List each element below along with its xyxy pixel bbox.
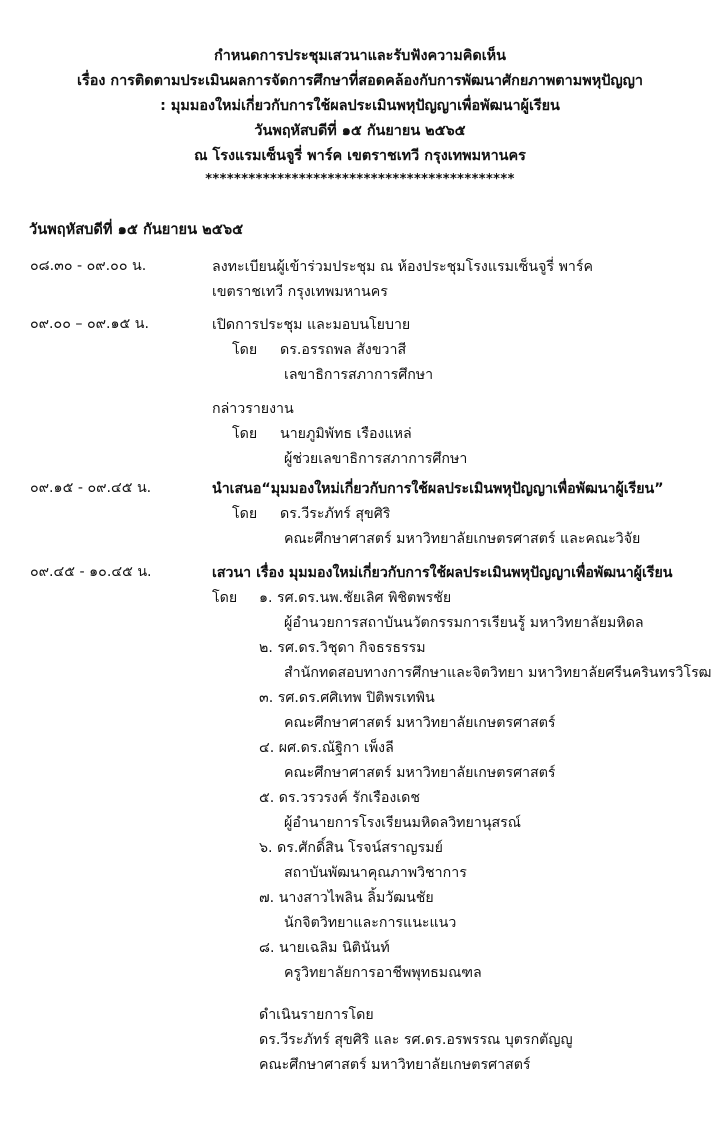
session-time: ๐๙.๔๕ - ๑๐.๔๕ น. xyxy=(30,564,152,580)
moderator-block xyxy=(212,1003,712,1078)
session-time: ๐๙.๑๕ - ๐๙.๔๕ น. xyxy=(30,480,152,496)
session-description-cont: เขตราชเทวี กรุงเทพมหานคร xyxy=(212,284,388,300)
panelist-name: ๓. รศ.ดร.ศศิเทพ ปิติพรเทพิน xyxy=(259,690,435,706)
speaker-name: ดร.อรรถพล สังขวาสี xyxy=(280,342,407,358)
header-subject: เรื่อง การติดตามประเมินผลการจัดการศึกษาที่สอดคล้องกับการพัฒนาศักยภาพตามพหุปัญญา xyxy=(77,73,643,89)
reporter-name: นายภูมิพัทธ เรืองแหล่ xyxy=(280,426,412,442)
by-label: โดย xyxy=(232,426,258,442)
panelist-name: ๑. รศ.ดร.นพ.ชัยเลิศ พิชิตพรชัย xyxy=(259,590,452,606)
speaker-line xyxy=(212,338,712,363)
panelist-name: ๘. นายเฉลิม นิตินันท์ xyxy=(259,940,390,956)
panelist-name: ๗. นางสาวไพลิน ลิ้มวัฒนชัย xyxy=(259,890,434,906)
panelist-name: ๖. ดร.ศักดิ์สิน โรจน์สราญรมย์ xyxy=(259,840,443,856)
header-venue: ณ โรงแรมเซ็นจูรี่ พาร์ค เขตราชเทวี กรุงเทพมหานคร xyxy=(194,148,526,164)
presenter-line xyxy=(212,502,712,527)
moderator-names: ดร.วีระภัทร์ สุขศิริ และ รศ.ดร.อรพรรณ บุตรกตัญญู xyxy=(259,1032,573,1048)
by-label: โดย xyxy=(232,506,258,522)
panelist-org: นักจิตวิทยาและการแนะแนว xyxy=(284,915,457,931)
header-date: วันพฤหัสบดีที่ ๑๕ กันยายน ๒๕๖๕ xyxy=(254,123,466,139)
panelist-org: ผู้อำนายการโรงเรียนมหิดลวิทยานุสรณ์ xyxy=(284,815,521,831)
panelist-org: คณะศึกษาศาสตร์ มหาวิทยาลัยเกษตรศาสตร์ xyxy=(284,765,556,781)
session-content xyxy=(212,313,712,472)
session-content xyxy=(212,561,712,1078)
by-label: โดย xyxy=(232,342,258,358)
moderator-org: คณะศึกษาศาสตร์ มหาวิทยาลัยเกษตรศาสตร์ xyxy=(259,1057,531,1073)
panelist xyxy=(212,936,712,986)
panelist-org: สำนักทดสอบทางการศึกษาและจิตวิทยา มหาวิทยาลัยศรีนครินทรวิโรฒ xyxy=(284,665,712,681)
panelist-name: ๕. ดร.วรวรงค์ รักเรืองเดช xyxy=(259,790,421,806)
panelist xyxy=(212,836,712,886)
panel-list xyxy=(212,586,712,986)
panelist xyxy=(212,586,712,636)
session-title: เปิดการประชุม และมอบนโยบาย xyxy=(212,317,411,333)
reporter-line xyxy=(212,422,712,447)
panelist-org: ผู้อำนวยการสถาบันนวัตกรรมการเรียนรู้ มหาวิทยาลัยมหิดล xyxy=(284,615,644,631)
speaker-position: เลขาธิการสภาการศึกษา xyxy=(284,367,434,383)
reporter-position: ผู้ช่วยเลขาธิการสภาการศึกษา xyxy=(284,451,468,467)
header-divider: ******************************************* xyxy=(205,172,515,187)
session-time: ๐๙.๐๐ – ๐๙.๑๕ น. xyxy=(30,316,150,332)
panelist-org: ครูวิทยาลัยการอาชีพพุทธมณฑล xyxy=(284,965,482,981)
session-title: เสวนา เรื่อง มุมมองใหม่เกี่ยวกับการใช้ผลประเมินพหุปัญญาเพื่อพัฒนาผู้เรียน xyxy=(212,565,673,581)
presenter-org: คณะศึกษาศาสตร์ มหาวิทยาลัยเกษตรศาสตร์ และคณะวิจัย xyxy=(284,531,641,547)
panelist xyxy=(212,636,712,686)
panelist-name: ๒. รศ.ดร.วิชุดา กิจธรธรรม xyxy=(259,640,426,656)
panelist xyxy=(212,686,712,736)
panelist-name: ๔. ผศ.ดร.ณัฐิกา เพ็งลี xyxy=(259,740,394,756)
header-title: กำหนดการประชุมเสวนาและรับฟังความคิดเห็น xyxy=(214,48,506,64)
panelist-org: สถาบันพัฒนาคุณภาพวิชาการ xyxy=(284,865,467,881)
panelist xyxy=(212,886,712,936)
session-time: ๐๘.๓๐ - ๐๙.๐๐ น. xyxy=(30,258,147,274)
session-description: ลงทะเบียนผู้เข้าร่วมประชุม ณ ห้องประชุมโรงแรมเซ็นจูรี่ พาร์ค xyxy=(212,259,593,275)
header-subtitle: : มุมมองใหม่เกี่ยวกับการใช้ผลประเมินพหุปัญญาเพื่อพัฒนาผู้เรียน xyxy=(160,98,560,114)
panelist xyxy=(212,736,712,786)
presenter-name: ดร.วีระภัทร์ สุขศิริ xyxy=(280,506,391,522)
panelist xyxy=(212,786,712,836)
report-title: กล่าวรายงาน xyxy=(212,401,294,417)
session-title: นำเสนอ“มุมมองใหม่เกี่ยวกับการใช้ผลประเมินพหุปัญญาเพื่อพัฒนาผู้เรียน” xyxy=(212,481,664,497)
day-heading: วันพฤหัสบดีที่ ๑๕ กันยายน ๒๕๖๕ xyxy=(29,221,244,238)
session-content xyxy=(212,255,712,305)
moderator-title: ดำเนินรายการโดย xyxy=(259,1007,374,1023)
by-label: โดย xyxy=(212,590,238,606)
panelist-org: คณะศึกษาศาสตร์ มหาวิทยาลัยเกษตรศาสตร์ xyxy=(284,715,556,731)
session-content xyxy=(212,477,712,552)
document-header xyxy=(0,44,720,191)
